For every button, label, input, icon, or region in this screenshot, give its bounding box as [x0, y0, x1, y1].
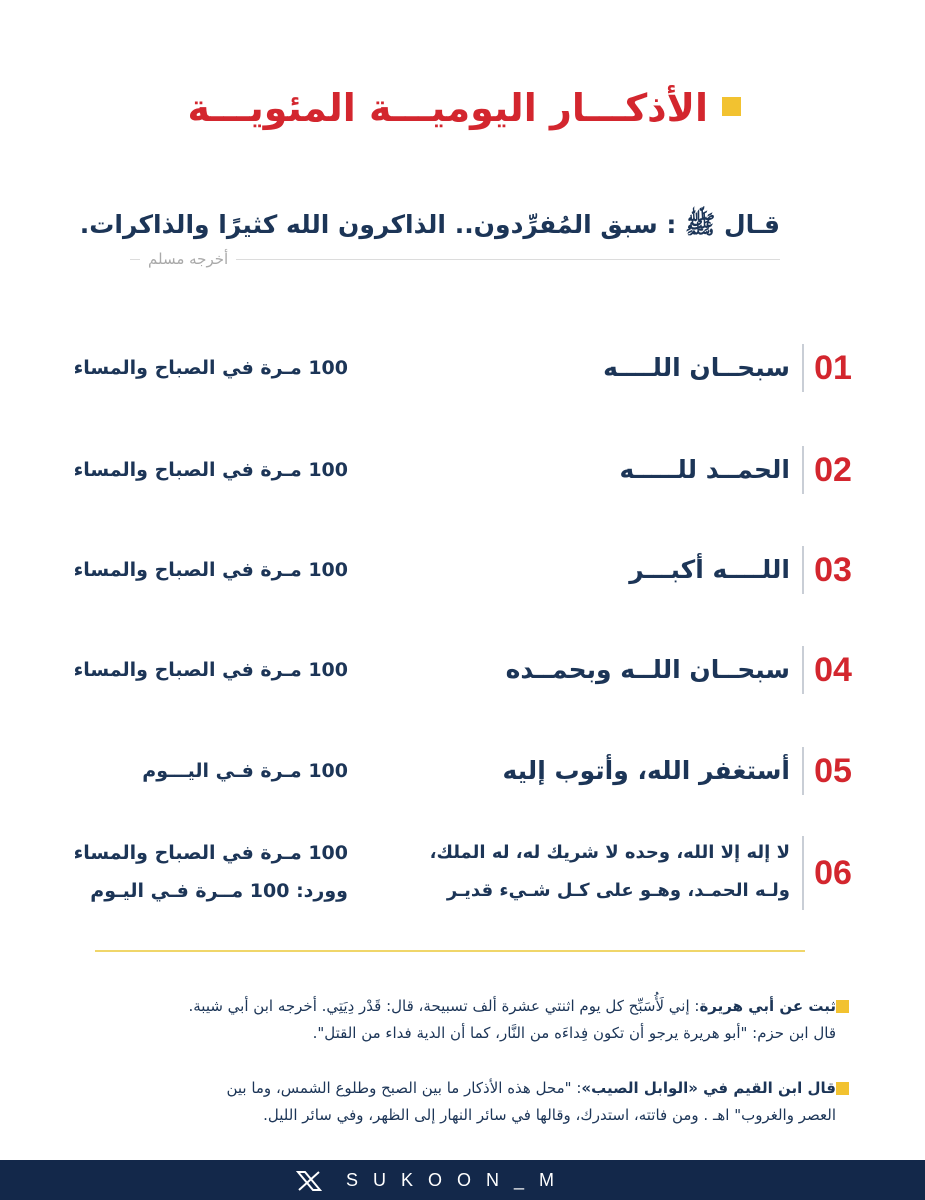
note-text: : "محل هذه الأذكار ما بين الصبح وطلوع الشمس، وما بين: [226, 1079, 582, 1097]
dhikr-text: الحمــد للـــــه: [619, 455, 790, 484]
row-separator: [802, 344, 804, 392]
x-logo-icon: [296, 1171, 322, 1191]
row-separator: [802, 446, 804, 494]
dhikr-count: 100 مـرة في الصباح والمساء: [73, 357, 348, 379]
dhikr-text: سبحــان اللــــه: [603, 353, 790, 382]
note-line: قال ابن حزم: "أبو هريرة يرجو أن تكون فِداءَه من النَّار، كما أن الدية فداء من القتل".: [312, 1024, 836, 1042]
dhikr-count: 100 مـرة في الصباح والمساء: [73, 559, 348, 581]
note-line: [86, 1075, 836, 1102]
note-bullet-icon: [836, 1000, 849, 1013]
page-title: الأذكـــار اليوميـــة المئويـــة: [187, 86, 708, 130]
dhikr-count: 100 مـرة في الصباح والمساء: [73, 659, 348, 681]
footer-handle[interactable]: SUKOON_M: [346, 1170, 570, 1190]
dhikr-count: [70, 834, 348, 910]
note-ibn-qayyim: [86, 1075, 836, 1129]
dhikr-count: 100 مـرة فـي اليـــوم: [142, 760, 348, 782]
dhikr-count-line: وورد: 100 مــرة فـي اليـوم: [90, 880, 348, 902]
row-separator: [802, 646, 804, 694]
note-lead: قال ابن القيم في «الوابل الصيب»: [581, 1079, 836, 1097]
dhikr-number: 03: [814, 551, 852, 589]
section-divider: [95, 950, 805, 952]
dhikr-text: سبحــان اللــه وبحمــده: [505, 655, 790, 684]
note-line: العصر والغروب" اهـ . ومن فاتته، استدرك، وقالها في سائر النهار إلى الظهر، وفي سائر الليل.: [263, 1106, 836, 1124]
dhikr-number: 01: [814, 349, 852, 387]
dhikr-line: ولـه الحمـد، وهـو على كـل شـيء قديـر: [446, 880, 790, 901]
note-bullet-icon: [836, 1082, 849, 1095]
dhikr-number: 02: [814, 451, 852, 489]
dhikr-text: أستغفر الله، وأتوب إليه: [502, 756, 790, 785]
dhikr-number: 06: [814, 854, 852, 892]
dhikr-row: [0, 640, 925, 700]
hadith-source: أخرجه مسلم: [140, 247, 236, 271]
title-bar: [0, 78, 925, 138]
note-abu-hurayrah: [86, 993, 836, 1047]
note-text: : إني لَأُسَبِّح كل يوم اثنتي عشرة ألف تسبيحة، قال: قَدْر دِيَتِي. أخرجه ابن أبي شيبة.: [188, 997, 700, 1015]
dhikr-count: 100 مـرة في الصباح والمساء: [73, 459, 348, 481]
dhikr-number: 04: [814, 651, 852, 689]
row-separator: [802, 546, 804, 594]
hadith-text: قـال ﷺ : سبق المُفرِّدون.. الذاكرون الله كثيرًا والذاكرات.: [79, 210, 780, 239]
dhikr-row: [0, 338, 925, 398]
footer-bar: [0, 1160, 925, 1200]
dhikr-line: لا إله إلا الله، وحده لا شريك له، له الملك،: [429, 842, 790, 863]
dhikr-text: [430, 834, 790, 910]
dhikr-row: [0, 440, 925, 500]
row-separator: [802, 747, 804, 795]
note-line: [86, 993, 836, 1020]
dhikr-row: [0, 830, 925, 916]
dhikr-row: [0, 741, 925, 801]
note-lead: ثبت عن أبي هريرة: [699, 997, 836, 1015]
title-square-icon: [722, 97, 741, 116]
dhikr-row: [0, 540, 925, 600]
row-separator: [802, 836, 804, 910]
dhikr-text: اللــــه أكبـــر: [629, 555, 790, 584]
dhikr-number: 05: [814, 752, 852, 790]
dhikr-count-line: 100 مـرة في الصباح والمساء: [73, 842, 348, 864]
